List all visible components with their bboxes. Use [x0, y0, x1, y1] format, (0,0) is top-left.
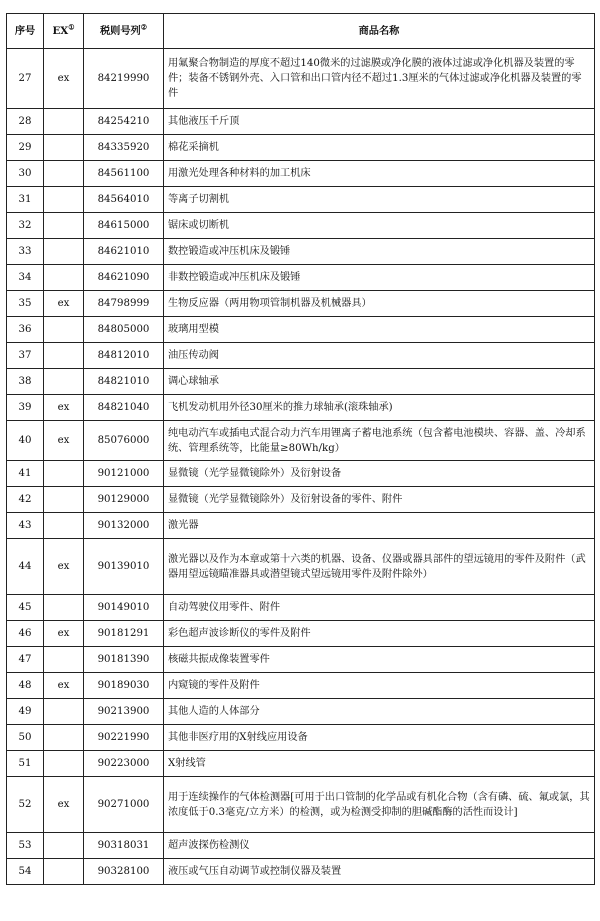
row-ex	[44, 647, 84, 673]
table-header-row	[7, 14, 595, 49]
row-ex: ex	[44, 421, 84, 461]
table-row	[7, 343, 595, 369]
header-ex: EX①	[44, 14, 84, 49]
table-row	[7, 461, 595, 487]
table-row	[7, 859, 595, 885]
table-row	[7, 161, 595, 187]
row-name: 调心球轴承	[164, 369, 595, 395]
row-name: 其他人造的人体部分	[164, 699, 595, 725]
table-row	[7, 647, 595, 673]
row-seq: 53	[7, 833, 44, 859]
row-name: 显微镜（光学显微镜除外）及衍射设备的零件、附件	[164, 487, 595, 513]
row-seq: 39	[7, 395, 44, 421]
row-seq: 29	[7, 135, 44, 161]
table-row	[7, 291, 595, 317]
table-row	[7, 49, 595, 109]
row-name: 超声波探伤检测仪	[164, 833, 595, 859]
table-row	[7, 513, 595, 539]
row-ex	[44, 213, 84, 239]
table-row	[7, 595, 595, 621]
row-ex	[44, 369, 84, 395]
row-seq: 41	[7, 461, 44, 487]
table-row	[7, 833, 595, 859]
row-name: 用于连续操作的气体检测器[可用于出口管制的化学品或有机化合物（含有磷、硫、氟或氯，其浓度低于0.3毫克/立方米）的检测，或为检测受抑制的胆碱酯酶的活性而设计]	[164, 777, 595, 833]
header-name: 商品名称	[164, 14, 595, 49]
row-ex	[44, 487, 84, 513]
row-seq: 54	[7, 859, 44, 885]
row-ex	[44, 109, 84, 135]
row-ex: ex	[44, 49, 84, 109]
table-row	[7, 487, 595, 513]
row-ex	[44, 343, 84, 369]
row-name: 液压或气压自动调节或控制仪器及装置	[164, 859, 595, 885]
row-name: 激光器	[164, 513, 595, 539]
row-name: 生物反应器（两用物项管制机器及机械器具）	[164, 291, 595, 317]
table-body	[7, 49, 595, 885]
row-seq: 27	[7, 49, 44, 109]
table-row	[7, 265, 595, 291]
row-seq: 44	[7, 539, 44, 595]
row-ex: ex	[44, 673, 84, 699]
table-row	[7, 135, 595, 161]
row-ex	[44, 725, 84, 751]
row-name: 显微镜（光学显微镜除外）及衍射设备	[164, 461, 595, 487]
table-row	[7, 673, 595, 699]
table-row	[7, 213, 595, 239]
row-code: 84615000	[84, 213, 164, 239]
table-row	[7, 725, 595, 751]
row-ex	[44, 859, 84, 885]
row-ex	[44, 699, 84, 725]
row-code: 84254210	[84, 109, 164, 135]
row-code: 90129000	[84, 487, 164, 513]
row-name: 内窥镜的零件及附件	[164, 673, 595, 699]
row-code: 90189030	[84, 673, 164, 699]
row-name: 用激光处理各种材料的加工机床	[164, 161, 595, 187]
table-row	[7, 239, 595, 265]
row-code: 84812010	[84, 343, 164, 369]
row-ex	[44, 135, 84, 161]
row-ex	[44, 751, 84, 777]
row-ex	[44, 461, 84, 487]
row-name: 纯电动汽车或插电式混合动力汽车用锂离子蓄电池系统（包含蓄电池模块、容器、盖、冷却系统、管理系统等，比能量≥80Wh/kg）	[164, 421, 595, 461]
table-row	[7, 777, 595, 833]
row-code: 84219990	[84, 49, 164, 109]
row-seq: 40	[7, 421, 44, 461]
table-row	[7, 621, 595, 647]
row-seq: 31	[7, 187, 44, 213]
row-code: 90132000	[84, 513, 164, 539]
row-code: 90181291	[84, 621, 164, 647]
row-code: 84564010	[84, 187, 164, 213]
row-seq: 30	[7, 161, 44, 187]
row-ex	[44, 833, 84, 859]
row-code: 90149010	[84, 595, 164, 621]
table-row	[7, 317, 595, 343]
row-seq: 35	[7, 291, 44, 317]
row-seq: 37	[7, 343, 44, 369]
table-row	[7, 369, 595, 395]
row-code: 90213900	[84, 699, 164, 725]
tariff-table	[6, 13, 595, 885]
row-name: 油压传动阀	[164, 343, 595, 369]
table-row	[7, 421, 595, 461]
row-code: 84621010	[84, 239, 164, 265]
row-ex: ex	[44, 395, 84, 421]
row-name: 彩色超声波诊断仪的零件及附件	[164, 621, 595, 647]
row-code: 84561100	[84, 161, 164, 187]
header-code-note: ②	[140, 22, 148, 32]
row-code: 90121000	[84, 461, 164, 487]
table-row	[7, 109, 595, 135]
row-code: 90318031	[84, 833, 164, 859]
table-row	[7, 395, 595, 421]
table-row	[7, 539, 595, 595]
row-ex	[44, 317, 84, 343]
row-ex	[44, 513, 84, 539]
row-ex: ex	[44, 777, 84, 833]
row-code: 84798999	[84, 291, 164, 317]
row-seq: 52	[7, 777, 44, 833]
row-seq: 33	[7, 239, 44, 265]
row-name: 等离子切割机	[164, 187, 595, 213]
row-name: 非数控锻造或冲压机床及锻锤	[164, 265, 595, 291]
row-code: 84821040	[84, 395, 164, 421]
row-name: 自动驾驶仪用零件、附件	[164, 595, 595, 621]
row-ex	[44, 265, 84, 291]
row-ex: ex	[44, 291, 84, 317]
row-code: 90271000	[84, 777, 164, 833]
row-name: 核磁共振成像装置零件	[164, 647, 595, 673]
row-name: 用氟聚合物制造的厚度不超过140微米的过滤膜或净化膜的液体过滤或净化机器及装置的零件；装备不锈钢外壳、入口管和出口管内径不超过1.3厘米的气体过滤或净化机器及装置的零件	[164, 49, 595, 109]
row-seq: 50	[7, 725, 44, 751]
row-seq: 49	[7, 699, 44, 725]
row-name: X射线管	[164, 751, 595, 777]
row-seq: 38	[7, 369, 44, 395]
row-code: 90223000	[84, 751, 164, 777]
row-ex	[44, 161, 84, 187]
row-ex	[44, 595, 84, 621]
row-ex	[44, 187, 84, 213]
row-ex: ex	[44, 539, 84, 595]
row-code: 85076000	[84, 421, 164, 461]
row-seq: 43	[7, 513, 44, 539]
row-seq: 47	[7, 647, 44, 673]
row-name: 其他液压千斤顶	[164, 109, 595, 135]
tariff-table-container	[6, 13, 595, 885]
row-code: 84335920	[84, 135, 164, 161]
row-seq: 42	[7, 487, 44, 513]
table-row	[7, 187, 595, 213]
row-ex: ex	[44, 621, 84, 647]
row-ex	[44, 239, 84, 265]
row-code: 90221990	[84, 725, 164, 751]
row-name: 棉花采摘机	[164, 135, 595, 161]
row-name: 锯床或切断机	[164, 213, 595, 239]
row-seq: 34	[7, 265, 44, 291]
row-code: 90181390	[84, 647, 164, 673]
row-name: 数控锻造或冲压机床及锻锤	[164, 239, 595, 265]
row-name: 激光器以及作为本章或第十六类的机器、设备、仪器或器具部件的望远镜用的零件及附件（武器用望远镜瞄准器具或潜望镜式望远镜用零件及附件除外）	[164, 539, 595, 595]
row-code: 90139010	[84, 539, 164, 595]
row-name: 其他非医疗用的X射线应用设备	[164, 725, 595, 751]
row-seq: 48	[7, 673, 44, 699]
row-code: 84805000	[84, 317, 164, 343]
row-seq: 32	[7, 213, 44, 239]
row-seq: 36	[7, 317, 44, 343]
row-name: 玻璃用型模	[164, 317, 595, 343]
row-seq: 46	[7, 621, 44, 647]
row-code: 90328100	[84, 859, 164, 885]
table-row	[7, 699, 595, 725]
row-code: 84621090	[84, 265, 164, 291]
row-seq: 51	[7, 751, 44, 777]
header-ex-note: ①	[68, 22, 75, 32]
header-seq: 序号	[7, 14, 44, 49]
row-seq: 45	[7, 595, 44, 621]
row-code: 84821010	[84, 369, 164, 395]
row-seq: 28	[7, 109, 44, 135]
header-code: 税则号列②	[84, 14, 164, 49]
row-name: 飞机发动机用外径30厘米的推力球轴承(滚珠轴承)	[164, 395, 595, 421]
table-row	[7, 751, 595, 777]
